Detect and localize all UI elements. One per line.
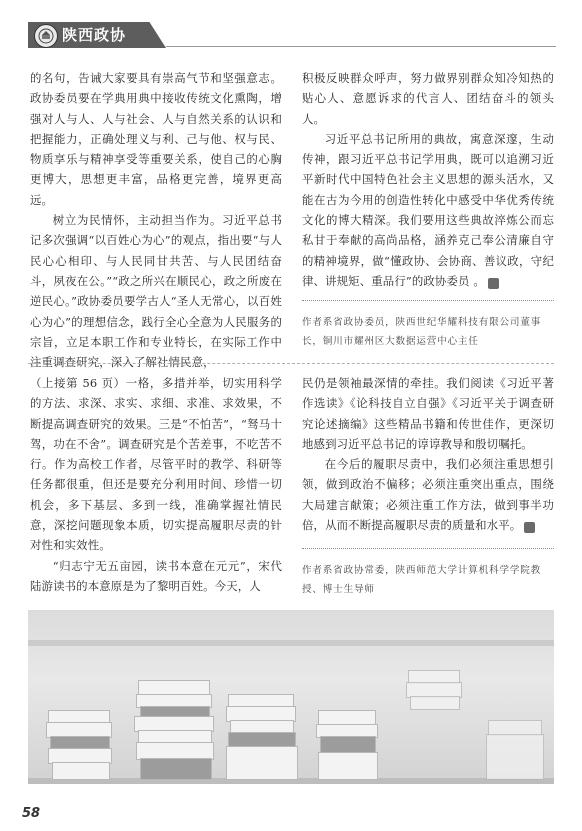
section-divider — [28, 363, 554, 364]
page-number: 58 — [22, 806, 41, 821]
book — [318, 752, 378, 780]
bottom-left-column — [30, 373, 282, 596]
author-note: 作者系省政协常委，陕西师范大学计算机科学学院教授、博士生导师 — [302, 548, 554, 599]
top-right-column — [302, 68, 554, 291]
header-rule — [166, 46, 556, 47]
paragraph: 的名句，告诫大家要具有崇高气节和坚强意志。政协委员要在学典用典中接收传统文化熏陶，增强对人与人、人与社会、人与自然关系的认识和把握能力，正确处理义与利、己与他、权与民、物质享乐与精神享受等重要关系，使自己的心胸更博大，思想更丰富，品格更完善，境界更高远。 — [30, 71, 282, 207]
book — [226, 746, 298, 780]
section-title: 陕西政协 — [62, 26, 127, 44]
bookshelf-photo — [28, 610, 554, 784]
end-mark-icon: ◙ — [524, 522, 535, 533]
emblem-icon — [34, 24, 58, 48]
shelf — [28, 640, 554, 646]
end-mark-icon: ◙ — [488, 278, 499, 289]
paragraph: 树立为民情怀，主动担当作为。习近平总书记多次强调“以百姓心为心”的观点，指出要“与人民心心相印、与人民同甘共苦、与人民团结奋斗，夙夜在公。”“政之所兴在顺民心，政之所废在逆民心。”政协委员要学古人“圣人无常心，以百姓心为心”的理想信念，践行全心全意为人民服务的宗旨，立足本职工作和专业特长，在实际工作中注重调查研究，深入了解社情民意， — [30, 213, 282, 370]
paragraph: 民仍是领袖最深情的牵挂。我们阅读《习近平著作选读》《论科技自立自强》《习近平关于调查研究论述摘编》这些精品书籍和传世佳作，更深切地感到习近平总书记的谆谆教导和殷切嘱托。 — [302, 376, 554, 451]
book — [486, 734, 544, 780]
book — [140, 758, 212, 780]
paragraph: （上接第 56 页）一格，多措并举，切实用科学的方法、求深、求实、求细、求准、求效果，不断提高调查研究的效果。三是“不怕苦”，“驽马十驾，功在不舍”。调查研究是个苦差事，不吃苦不行。作为高校工作者，尽管平时的教学、科研等任务都很重，但还是要充分利用时间、珍惜一切机会，多下基层、多到一线，准确掌握社情民意，深挖问题现象本质，切实提高履职尽责的针对性和实效性。 — [30, 376, 282, 553]
paragraph: “归志宁无五亩园，读书本意在元元”，宋代陆游读书的本意原是为了黎明百姓。今天，人 — [30, 558, 282, 593]
paragraph: 积极反映群众呼声，努力做界别群众知冷知热的贴心人、意愿诉求的代言人、团结奋斗的领头人。 — [302, 71, 554, 126]
top-left-column — [30, 68, 282, 372]
paragraph: 习近平总书记所用的典故，寓意深邃，生动传神，跟习近平总书记学用典，既可以追溯习近平新时代中国特色社会主义思想的源头活水，又能在古为今用的创造性转化中感受中华优秀传统文化的博大精深。我们要用这些典故淬炼公而忘私甘于奉献的高尚品格，涵养克己奉公清廉自守的精神境界，做“懂政协、会协商、善议政，守纪律、讲规矩、重品行”的政协委员 。 — [302, 131, 554, 288]
book — [410, 696, 460, 710]
book — [52, 762, 110, 780]
bottom-right-column — [302, 373, 554, 535]
paragraph: 在今后的履职尽责中，我们必须注重思想引领，做到政治不偏移；必须注重突出重点，围绕大局建言献策；必须注重工作方法，做到事半功倍，从而不断提高履职尽责的质量和水平。 — [302, 457, 554, 533]
author-note: 作者系省政协委员，陕西世纪华耀科技有限公司董事长，铜川市耀州区大数据运营中心主任 — [302, 300, 554, 351]
page-header — [0, 0, 582, 54]
